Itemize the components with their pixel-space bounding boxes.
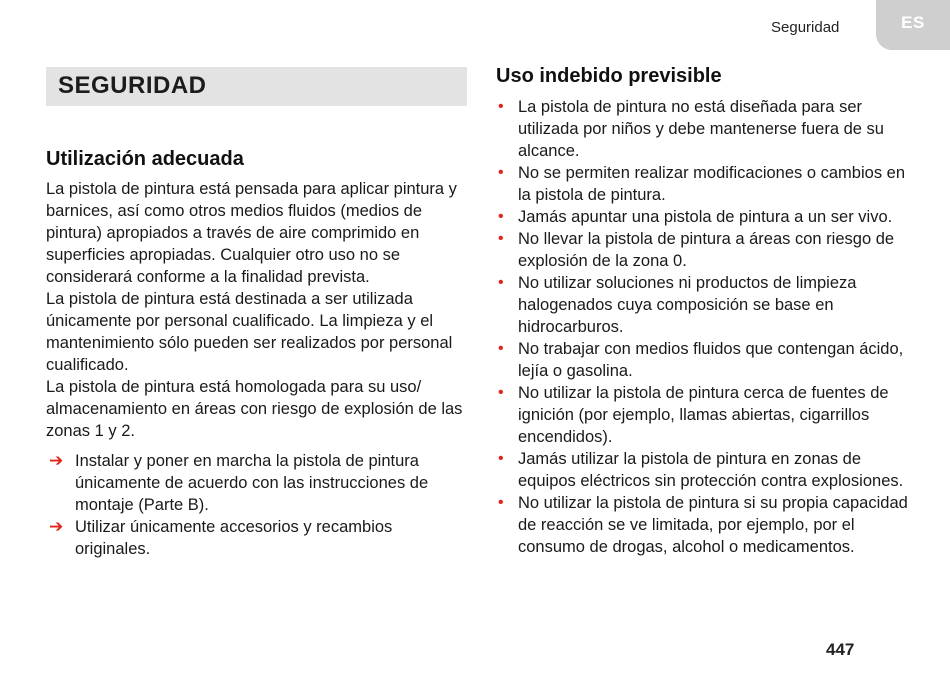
instruction-item: [46, 516, 471, 560]
misuse-list: [496, 96, 916, 558]
list-item: [496, 492, 916, 558]
bullet-icon: •: [498, 98, 504, 115]
bullet-icon: •: [498, 230, 504, 247]
list-item-text: Jamás utilizar la pistola de pintura en zonas de equipos eléctricos sin protección contra explosiones.: [518, 450, 904, 490]
page-number: 447: [826, 640, 855, 659]
paragraph-explosion-zones: La pistola de pintura está homologada para su uso/ almacenamiento en áreas con riesgo de explosión de las zonas 1 y 2.: [46, 378, 463, 440]
list-item-text: No utilizar la pistola de pintura cerca de fuentes de ignición (por ejemplo, llamas abiertas, cigarrillos encendidos).: [518, 384, 889, 446]
right-column: [496, 96, 916, 558]
list-item-text: La pistola de pintura no está diseñada para ser utilizada por niños y debe mantenerse fuera de su alcance.: [518, 98, 884, 160]
paragraph-intended-use: La pistola de pintura está pensada para aplicar pintura y barnices, así como otros medios fluidos (medios de pintura) apropiados a través de aire comprimido en superficies apropiadas. Cualquier otro uso no se considerará conforme a la finalidad prevista.: [46, 180, 457, 286]
left-column: [46, 178, 471, 560]
list-item: [496, 228, 916, 272]
list-item: [496, 448, 916, 492]
list-item-text: No trabajar con medios fluidos que contengan ácido, lejía o gasolina.: [518, 340, 904, 380]
list-item: [496, 96, 916, 162]
bullet-icon: •: [498, 164, 504, 181]
running-head: Seguridad: [771, 19, 840, 36]
right-heading: Uso indebido previsible: [496, 65, 722, 87]
section-title: SEGURIDAD: [58, 72, 207, 99]
list-item-text: No utilizar soluciones ni productos de limpieza halogenados cuya composición se base en hidrocarburos.: [518, 274, 857, 336]
bullet-icon: •: [498, 494, 504, 511]
list-item-text: No utilizar la pistola de pintura si su propia capacidad de reacción se ve limitada, por ejemplo, por el consumo de drogas, alcohol o medicamentos.: [518, 494, 908, 556]
bullet-icon: •: [498, 274, 504, 291]
instruction-text: Utilizar únicamente accesorios y recambios originales.: [75, 518, 393, 558]
list-item: [496, 272, 916, 338]
instruction-item: [46, 450, 471, 516]
list-item: [496, 162, 916, 206]
list-item-text: Jamás apuntar una pistola de pintura a un ser vivo.: [518, 208, 893, 226]
arrow-right-icon: ➔: [49, 451, 64, 470]
left-heading: Utilización adecuada: [46, 148, 244, 170]
list-item-text: No llevar la pistola de pintura a áreas con riesgo de explosión de la zona 0.: [518, 230, 895, 270]
section-band: [46, 67, 467, 106]
paragraph-qualified-personnel: La pistola de pintura está destinada a ser utilizada únicamente por personal cualificado. La limpieza y el mantenimiento sólo pueden ser realizados por personal cualificado.: [46, 290, 453, 374]
bullet-icon: •: [498, 450, 504, 467]
language-tab: ES: [876, 0, 950, 50]
bullet-icon: •: [498, 384, 504, 401]
bullet-icon: •: [498, 340, 504, 357]
list-item: [496, 382, 916, 448]
instruction-list: [46, 450, 471, 560]
list-item: [496, 206, 916, 228]
arrow-right-icon: ➔: [49, 517, 64, 536]
list-item: [496, 338, 916, 382]
bullet-icon: •: [498, 208, 504, 225]
instruction-text: Instalar y poner en marcha la pistola de pintura únicamente de acuerdo con las instrucciones de montaje (Parte B).: [75, 452, 429, 514]
list-item-text: No se permiten realizar modificaciones o cambios en la pistola de pintura.: [518, 164, 906, 204]
